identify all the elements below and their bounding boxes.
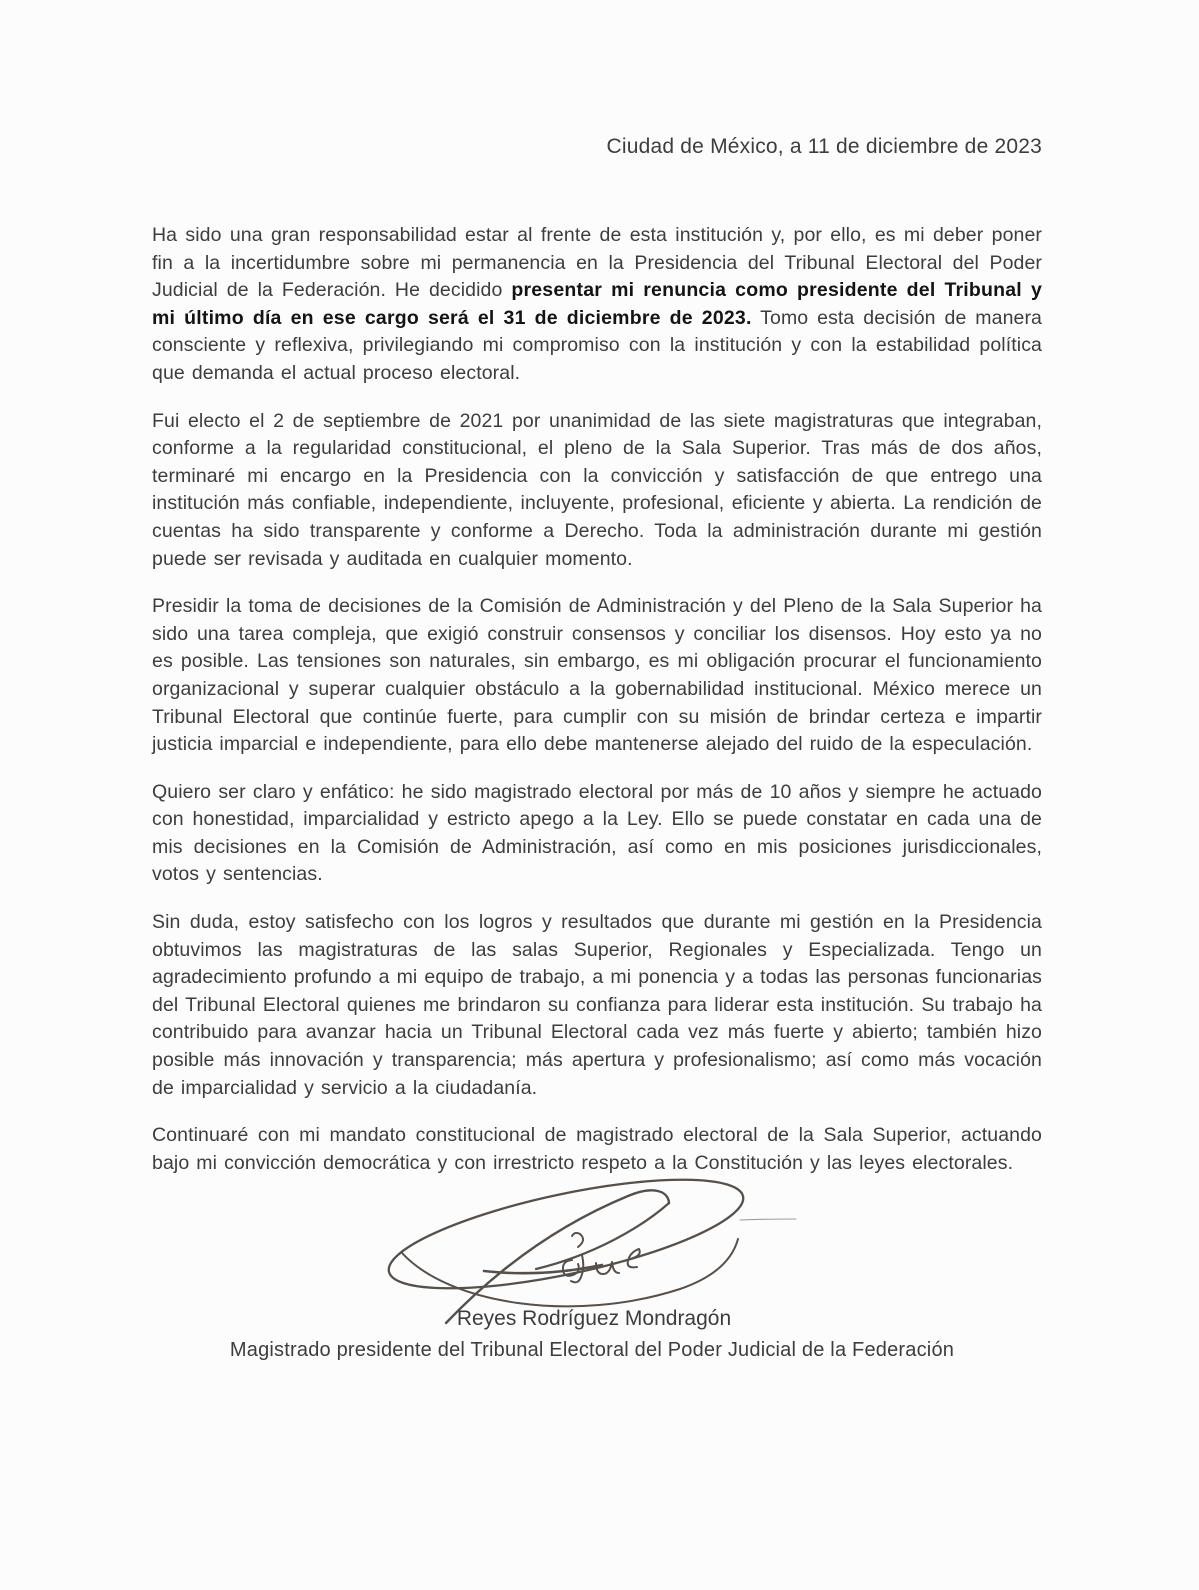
dateline: Ciudad de México, a 11 de diciembre de 2023 [606, 135, 1042, 158]
body-text: Sin duda, estoy satisfecho con los logros y resultados que durante mi gestión en la Presidencia obtuvimos las magistraturas de las salas Superior, Regionales y Especializada. Tengo un agradecimiento profundo a mi equipo de trabajo, a mi ponencia y a todas las personas funcionarias del Tribunal Electoral quienes me brindaron su confianza para liderar esta institución. Su trabajo ha contribuido para avanzar hacia un Tribunal Electoral cada vez más fuerte y abierto; también hizo posible más innovación y transparencia; más apertura y profesionalismo; así como más vocación de imparcialidad y servicio a la ciudadanía. [152, 911, 1042, 1099]
body-text: Presidir la toma de decisiones de la Comisión de Administración y del Pleno de la Sala Superior ha sido una tarea compleja, que exigió construir consensos y conciliar los disensos. Hoy esto ya no es posible. Las tensiones son naturales, sin embargo, es mi obligación procurar el funcionamiento organizacional y superar cualquier obstáculo a la gobernabilidad institucional. México merece un Tribunal Electoral que continúe fuerte, para cumplir con su misión de brindar certeza e impartir justicia imparcial e independiente, para ello debe mantenerse alejado del ruido de la especulación. [152, 595, 1042, 756]
signatory-title: Magistrado presidente del Tribunal Electoral del Poder Judicial de la Federación [229, 1339, 955, 1362]
signature-block [152, 1165, 1042, 1363]
paragraph-1 [152, 222, 1042, 388]
emphasis-text: presentar mi renuncia como presidente del Tribunal y mi último día en ese cargo será el 31 de diciembre de 2023. [152, 279, 1042, 329]
paragraph-3 [152, 593, 1042, 759]
body-text: Ha sido una gran responsabilidad estar al frente de esta institución y, por ello, es mi deber poner fin a la incertidumbre sobre mi permanencia en la Presidencia del Tribunal Electoral del Poder Judicial de la Federación. He decidido [152, 224, 1042, 302]
signatory-name: Reyes Rodríguez Mondragón [456, 1307, 732, 1331]
body-text: Fui electo el 2 de septiembre de 2021 por unanimidad de las siete magistraturas que integraban, conforme a la regularidad constitucional, el pleno de la Sala Superior. Tras más de dos años, terminaré mi encargo en la Presidencia con la convicción y satisfacción de que entrego una institución más confiable, independiente, incluyente, profesional, eficiente y abierta. La rendición de cuentas ha sido transparente y conforme a Derecho. Toda la administración durante mi gestión puede ser revisada y auditada en cualquier momento. [152, 409, 1042, 570]
body-text: Quiero ser claro y enfático: he sido magistrado electoral por más de 10 años y siempre he actuado con honestidad, imparcialidad y estricto apego a la Ley. Ello se puede constatar en cada una de mis decisiones en la Comisión de Administración, así como en mis posiciones jurisdiccionales, votos y sentencias. [152, 780, 1042, 886]
letter-body [152, 222, 1042, 1177]
body-text: Tomo esta decisión de manera consciente y reflexiva, privilegiando mi compromiso con la institución y con la estabilidad política que demanda el actual proceso electoral. [152, 306, 1042, 384]
paragraph-5 [152, 909, 1042, 1102]
paragraph-2 [152, 408, 1042, 574]
body-text: Continuaré con mi mandato constitucional de magistrado electoral de la Sala Superior, actuando bajo mi convicción democrática y con irrestricto respeto a la Constitución y las leyes electorales. [152, 1124, 1042, 1174]
paragraph-4 [152, 779, 1042, 889]
